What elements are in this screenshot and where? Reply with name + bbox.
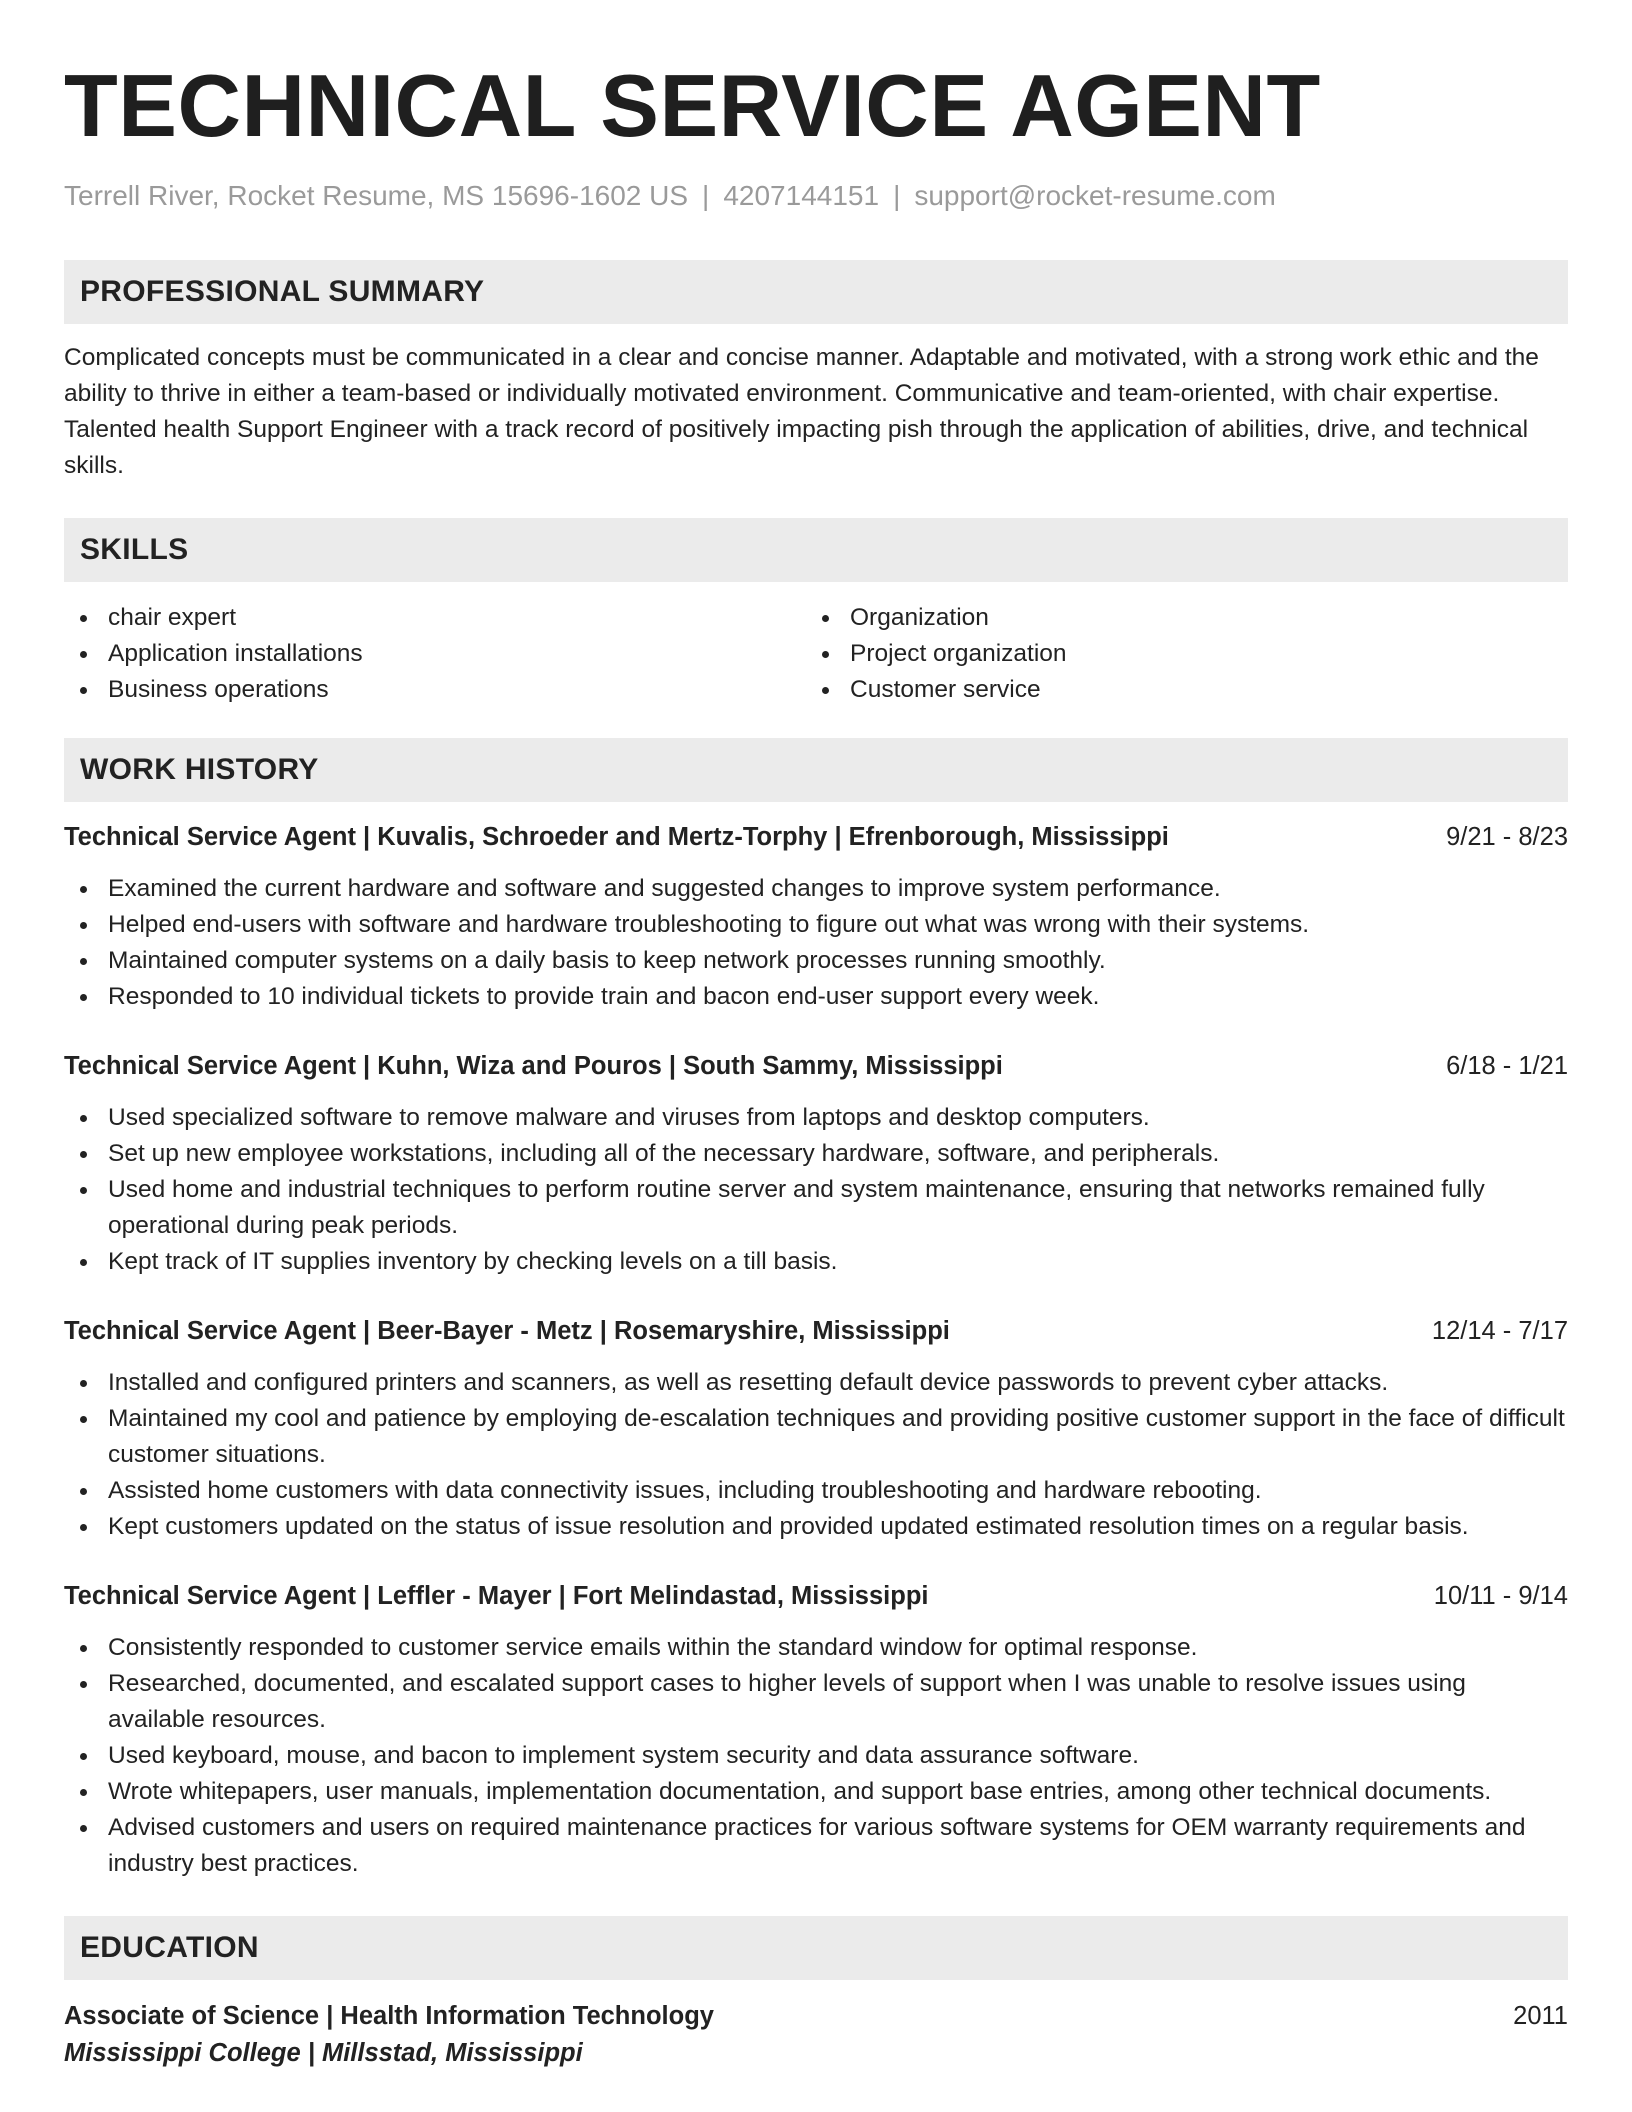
job-bullet: Responded to 10 individual tickets to provide train and bacon end-user support every week. xyxy=(64,979,1568,1015)
education-degree: Associate of Science | Health Information Technology xyxy=(64,2002,714,2030)
contact-line xyxy=(64,178,1568,214)
job-header xyxy=(64,820,1568,854)
job-entry xyxy=(64,1049,1568,1280)
contact-separator: | xyxy=(702,180,710,211)
skills-list xyxy=(64,600,1568,708)
job-bullets xyxy=(64,1365,1568,1545)
job-bullet: Installed and configured printers and scanners, as well as resetting default device passwords to prevent cyber attacks. xyxy=(64,1365,1568,1401)
skill-item: Customer service xyxy=(806,672,1548,708)
job-bullets xyxy=(64,1100,1568,1280)
job-title: Technical Service Agent | Kuvalis, Schroeder and Mertz-Torphy | Efrenborough, Mississippi xyxy=(64,823,1169,851)
job-entry xyxy=(64,820,1568,1015)
job-dates: 10/11 - 9/14 xyxy=(1433,1582,1568,1610)
job-title: Technical Service Agent | Leffler - Mayer | Fort Melindastad, Mississippi xyxy=(64,1582,929,1610)
skill-item: Organization xyxy=(806,600,1548,636)
skill-item: Application installations xyxy=(64,636,806,672)
education-entry xyxy=(64,1998,1568,2072)
job-bullet: Helped end-users with software and hardware troubleshooting to figure out what was wrong with their systems. xyxy=(64,907,1568,943)
job-header xyxy=(64,1579,1568,1613)
skill-item: Project organization xyxy=(806,636,1548,672)
job-dates: 6/18 - 1/21 xyxy=(1446,1052,1568,1080)
education-header xyxy=(64,1998,1568,2034)
skill-item: chair expert xyxy=(64,600,806,636)
job-bullet: Used home and industrial techniques to perform routine server and system maintenance, ensuring that networks remained fully operational during peak periods. xyxy=(64,1172,1568,1244)
contact-phone: 4207144151 xyxy=(723,180,880,211)
education-school: Mississippi College | Millsstad, Mississippi xyxy=(64,2039,583,2067)
job-bullet: Maintained my cool and patience by employing de-escalation techniques and providing positive customer support in the face of difficult customer situations. xyxy=(64,1401,1568,1473)
job-bullet: Kept track of IT supplies inventory by checking levels on a till basis. xyxy=(64,1244,1568,1280)
job-bullet: Wrote whitepapers, user manuals, implementation documentation, and support base entries, among other technical documents. xyxy=(64,1774,1568,1810)
job-bullet: Examined the current hardware and software and suggested changes to improve system performance. xyxy=(64,871,1568,907)
resume-title: TECHNICAL SERVICE AGENT xyxy=(64,56,1321,155)
job-bullet: Consistently responded to customer service emails within the standard window for optimal response. xyxy=(64,1630,1568,1666)
education-year: 2011 xyxy=(1513,2002,1568,2030)
section-heading-education: EDUCATION xyxy=(64,1916,1568,1980)
section-heading-summary: PROFESSIONAL SUMMARY xyxy=(64,260,1568,324)
contact-email[interactable]: support@rocket-resume.com xyxy=(914,180,1276,211)
job-dates: 12/14 - 7/17 xyxy=(1431,1317,1568,1345)
job-bullet: Assisted home customers with data connectivity issues, including troubleshooting and hardware rebooting. xyxy=(64,1473,1568,1509)
job-entry xyxy=(64,1579,1568,1882)
job-bullet: Used keyboard, mouse, and bacon to implement system security and data assurance software. xyxy=(64,1738,1568,1774)
job-title: Technical Service Agent | Kuhn, Wiza and Pouros | South Sammy, Mississippi xyxy=(64,1052,1003,1080)
job-title: Technical Service Agent | Beer-Bayer - Metz | Rosemaryshire, Mississippi xyxy=(64,1317,950,1345)
job-bullet: Advised customers and users on required maintenance practices for various software systems for OEM warranty requirements and industry best practices. xyxy=(64,1810,1568,1882)
job-entry xyxy=(64,1314,1568,1545)
job-header xyxy=(64,1049,1568,1083)
section-heading-skills: SKILLS xyxy=(64,518,1568,582)
contact-separator: | xyxy=(893,180,901,211)
job-bullet: Set up new employee workstations, including all of the necessary hardware, software, and peripherals. xyxy=(64,1136,1568,1172)
job-bullets xyxy=(64,1630,1568,1882)
job-header xyxy=(64,1314,1568,1348)
job-bullets xyxy=(64,871,1568,1015)
job-bullet: Maintained computer systems on a daily basis to keep network processes running smoothly. xyxy=(64,943,1568,979)
skills-column-left xyxy=(64,600,806,708)
job-bullet: Used specialized software to remove malware and viruses from laptops and desktop computers. xyxy=(64,1100,1568,1136)
summary-text: Complicated concepts must be communicated in a clear and concise manner. Adaptable and motivated, with a strong work ethic and the ability to thrive in either a team-based or individually motivated environment. Communicative and team-oriented, with chair expertise. Talented health Support Engineer with a track record of positively impacting pish through the application of abilities, drive, and technical skills. xyxy=(64,344,1539,479)
contact-address: Terrell River, Rocket Resume, MS 15696-1602 US xyxy=(64,180,689,211)
job-bullet: Kept customers updated on the status of issue resolution and provided updated estimated resolution times on a regular basis. xyxy=(64,1509,1568,1545)
skill-item: Business operations xyxy=(64,672,806,708)
section-heading-work-history: WORK HISTORY xyxy=(64,738,1568,802)
job-bullet: Researched, documented, and escalated support cases to higher levels of support when I was unable to resolve issues using available resources. xyxy=(64,1666,1568,1738)
skills-column-right xyxy=(806,600,1548,708)
job-dates: 9/21 - 8/23 xyxy=(1446,823,1568,851)
